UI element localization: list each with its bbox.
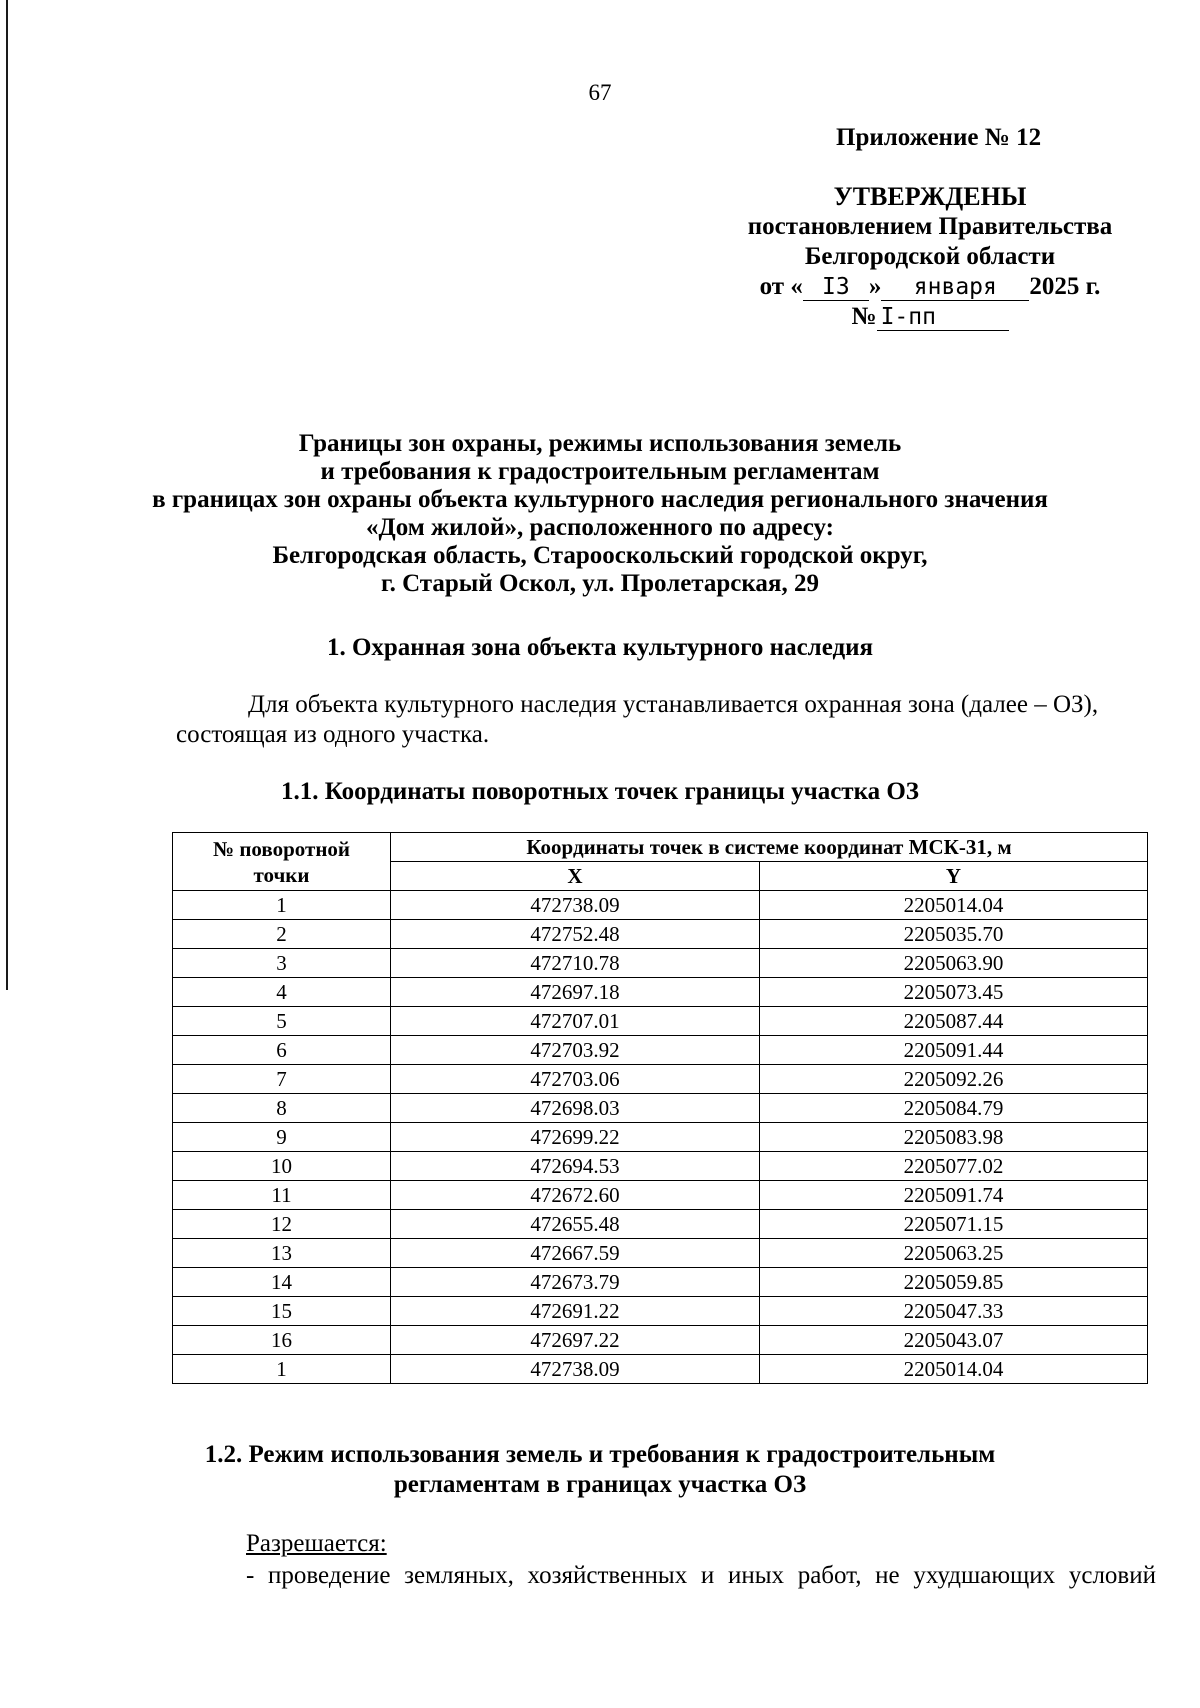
cell-x: 472698.03 (391, 1094, 760, 1123)
paragraph-line-1: Для объекта культурного наследия устанавливается охранная зона (далее – ОЗ), (248, 691, 1099, 718)
cell-y: 2205043.07 (760, 1326, 1148, 1355)
header-y: Y (760, 862, 1148, 891)
paragraph-line-2: состоящая из одного участка. (176, 721, 490, 748)
cell-y: 2205047.33 (760, 1297, 1148, 1326)
cell-point: 8 (173, 1094, 391, 1123)
approval-line-1: постановлением Правительства (747, 213, 1113, 240)
header-point-line-1: № поворотной (212, 836, 351, 861)
table-row (173, 1065, 1148, 1094)
cell-x: 472655.48 (391, 1210, 760, 1239)
number-prefix: № (851, 303, 877, 330)
cell-point: 5 (173, 1007, 391, 1036)
cell-y: 2205087.44 (760, 1007, 1148, 1036)
appendix-label: Приложение № 12 (836, 124, 1042, 151)
subsection-1-2-line-2: регламентам в границах участка ОЗ (393, 1471, 807, 1498)
coordinates-body (173, 891, 1148, 1384)
page-number: 67 (588, 80, 612, 105)
header-coordinates: Координаты точек в системе координат МСК-31, м (391, 833, 1148, 862)
table-row (173, 1123, 1148, 1152)
cell-point: 9 (173, 1123, 391, 1152)
cell-x: 472691.22 (391, 1297, 760, 1326)
table-row (173, 1326, 1148, 1355)
approval-date (730, 272, 1130, 302)
cell-y: 2205073.45 (760, 978, 1148, 1007)
table-row (173, 1239, 1148, 1268)
approval-line-2: Белгородской области (804, 243, 1056, 270)
cell-x: 472738.09 (391, 891, 760, 920)
date-prefix: от « (759, 273, 803, 300)
title-line-3: в границах зон охраны объекта культурного наследия регионального значения (152, 486, 1048, 513)
cell-y: 2205059.85 (760, 1268, 1148, 1297)
cell-y: 2205014.04 (760, 1355, 1148, 1384)
cell-point: 14 (173, 1268, 391, 1297)
cell-y: 2205063.90 (760, 949, 1148, 978)
table-row (173, 1181, 1148, 1210)
cell-point: 3 (173, 949, 391, 978)
cell-point: 13 (173, 1239, 391, 1268)
subsection-1-2-line-1: 1.2. Режим использования земель и требования к градостроительным (204, 1441, 996, 1468)
approval-heading: УТВЕРЖДЕНЫ (833, 182, 1027, 211)
table-row (173, 1268, 1148, 1297)
cell-point: 1 (173, 891, 391, 920)
approval-block (730, 182, 1130, 332)
cell-point: 11 (173, 1181, 391, 1210)
table-row (173, 1210, 1148, 1239)
cell-y: 2205071.15 (760, 1210, 1148, 1239)
cell-y: 2205063.25 (760, 1239, 1148, 1268)
cell-y: 2205092.26 (760, 1065, 1148, 1094)
cell-y: 2205077.02 (760, 1152, 1148, 1181)
number-field: I-пп (877, 304, 1009, 331)
cell-point: 10 (173, 1152, 391, 1181)
approval-number (730, 302, 1130, 332)
title-line-6: г. Старый Оскол, ул. Пролетарская, 29 (381, 570, 819, 597)
cell-y: 2205035.70 (760, 920, 1148, 949)
table-row (173, 1094, 1148, 1123)
table-row (173, 978, 1148, 1007)
coordinates-table (172, 832, 1148, 1384)
cell-x: 472710.78 (391, 949, 760, 978)
cell-x: 472694.53 (391, 1152, 760, 1181)
cell-x: 472703.92 (391, 1036, 760, 1065)
cell-point: 7 (173, 1065, 391, 1094)
document-title (0, 430, 1200, 598)
cell-y: 2205084.79 (760, 1094, 1148, 1123)
cell-point: 2 (173, 920, 391, 949)
title-line-1: Границы зон охраны, режимы использования земель (298, 430, 902, 457)
header-x: X (391, 862, 760, 891)
title-line-2: и требования к градостроительным регламентам (320, 458, 880, 485)
table-row (173, 1007, 1148, 1036)
title-line-4: «Дом жилой», расположенного по адресу: (366, 514, 834, 541)
cell-point: 12 (173, 1210, 391, 1239)
allowed-item-1: - проведение земляных, хозяйственных и иных работ, не ухудшающих условий (246, 1562, 1156, 1589)
date-suffix: 2025 г. (1029, 273, 1101, 300)
cell-y: 2205014.04 (760, 891, 1148, 920)
date-month-field: января (881, 274, 1029, 301)
cell-y: 2205091.44 (760, 1036, 1148, 1065)
table-row (173, 1355, 1148, 1384)
table-row (173, 1152, 1148, 1181)
table-row (173, 920, 1148, 949)
cell-point: 4 (173, 978, 391, 1007)
cell-x: 472697.22 (391, 1326, 760, 1355)
cell-x: 472667.59 (391, 1239, 760, 1268)
table-row (173, 949, 1148, 978)
cell-y: 2205083.98 (760, 1123, 1148, 1152)
subsection-1-2-heading (0, 1440, 1200, 1500)
table-row (173, 1036, 1148, 1065)
header-point (173, 833, 391, 891)
cell-x: 472752.48 (391, 920, 760, 949)
subsection-1-1-heading: 1.1. Координаты поворотных точек границы участка ОЗ (281, 778, 919, 805)
section-1-heading: 1. Охранная зона объекта культурного наследия (326, 634, 874, 661)
cell-y: 2205091.74 (760, 1181, 1148, 1210)
title-line-5: Белгородская область, Старооскольский городской округ, (272, 542, 928, 569)
date-day-field: I3 (803, 274, 869, 301)
table-row (173, 891, 1148, 920)
cell-x: 472703.06 (391, 1065, 760, 1094)
table-row (173, 1297, 1148, 1326)
cell-x: 472699.22 (391, 1123, 760, 1152)
allowed-label: Разрешается: (246, 1530, 387, 1557)
cell-point: 16 (173, 1326, 391, 1355)
cell-x: 472697.18 (391, 978, 760, 1007)
cell-point: 1 (173, 1355, 391, 1384)
section-1-paragraph (176, 690, 1156, 750)
cell-point: 15 (173, 1297, 391, 1326)
cell-x: 472707.01 (391, 1007, 760, 1036)
cell-x: 472672.60 (391, 1181, 760, 1210)
date-mid: » (868, 273, 882, 300)
cell-point: 6 (173, 1036, 391, 1065)
cell-x: 472738.09 (391, 1355, 760, 1384)
cell-x: 472673.79 (391, 1268, 760, 1297)
header-point-line-2: точки (253, 862, 310, 887)
